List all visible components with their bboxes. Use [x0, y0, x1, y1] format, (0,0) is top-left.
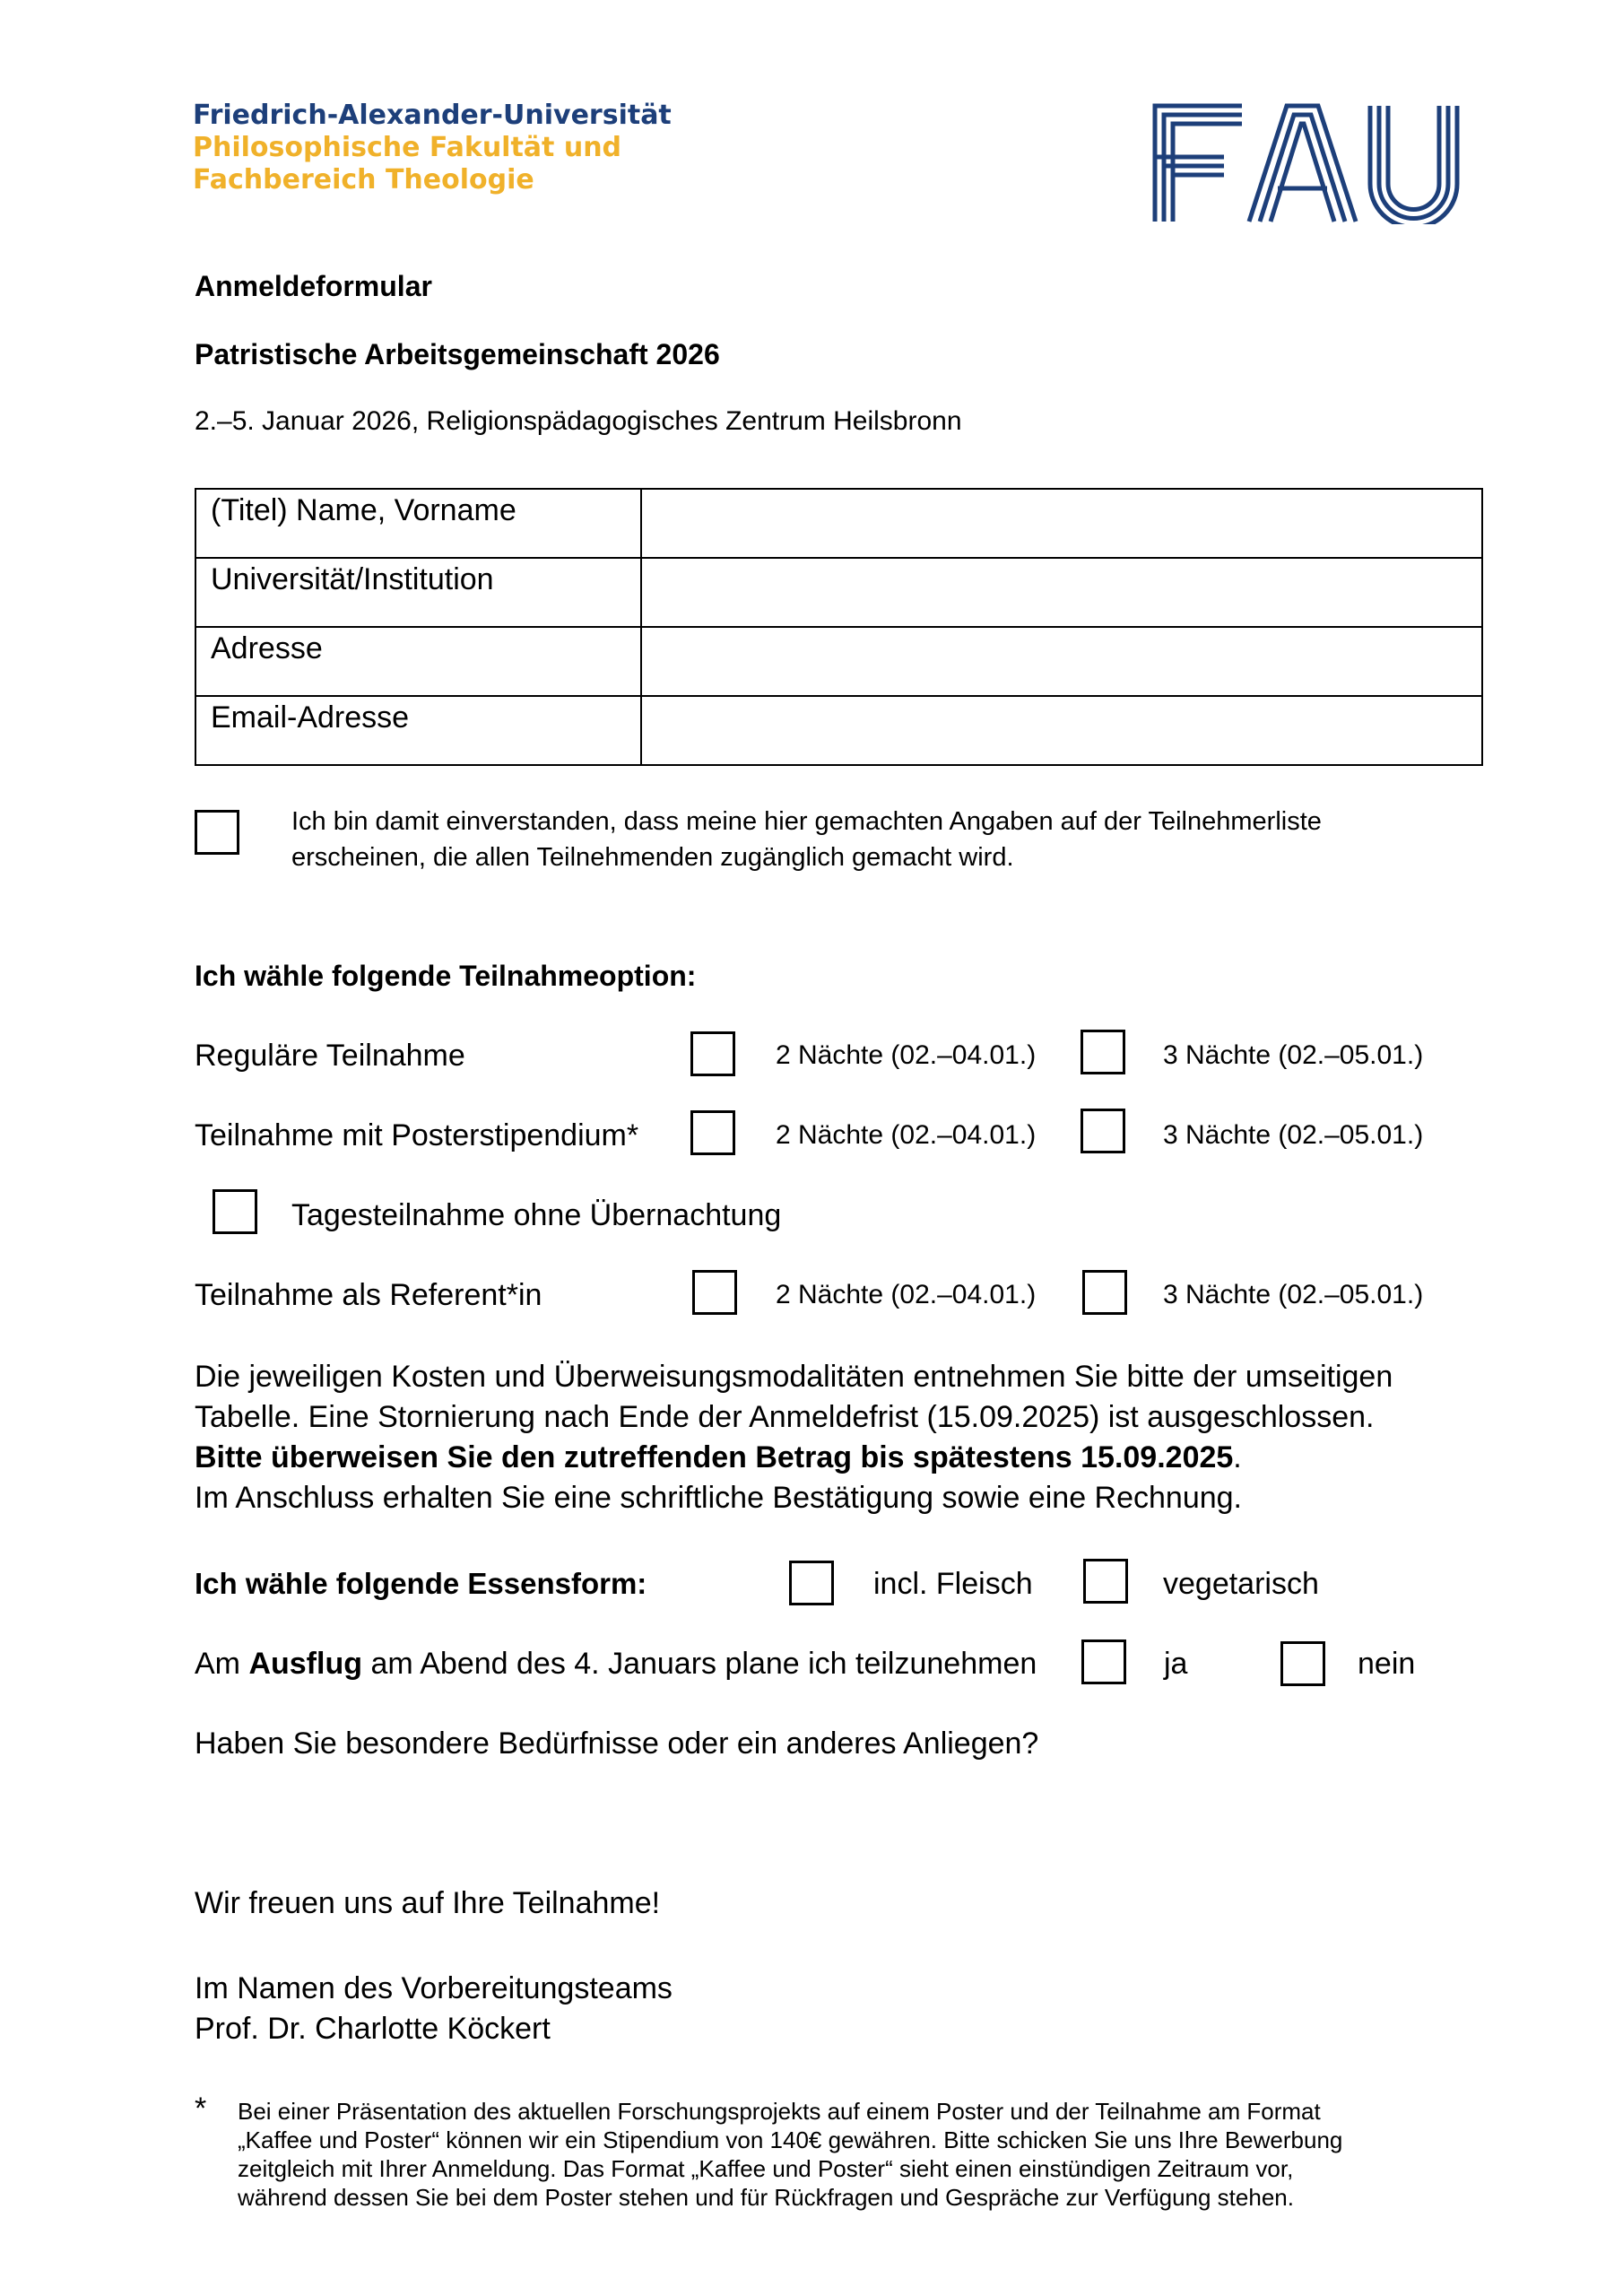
excursion-yes-label: ja [1164, 1647, 1188, 1681]
meal-heading: Ich wähle folgende Essensform: [195, 1567, 647, 1600]
fau-logo [1152, 103, 1462, 224]
excursion-bold: Ausflug [248, 1647, 362, 1681]
speaker-2-nights-checkbox[interactable] [692, 1270, 737, 1315]
poster-3-nights-label: 3 Nächte (02.–05.01.) [1163, 1120, 1424, 1150]
excursion-question [195, 1647, 1037, 1682]
field-input-email[interactable] [641, 696, 1482, 765]
speaker-2-nights-label: 2 Nächte (02.–04.01.) [776, 1280, 1037, 1309]
meal-meat-label: incl. Fleisch [873, 1567, 1033, 1601]
meal-vegetarian-checkbox[interactable] [1083, 1559, 1128, 1604]
meal-meat-checkbox[interactable] [789, 1561, 834, 1605]
faculty-line-2: Fachbereich Theologie [193, 164, 534, 196]
excursion-prefix: Am [195, 1647, 249, 1681]
form-heading: Anmeldeformular [195, 270, 432, 302]
faculty-line-1: Philosophische Fakultät und [193, 132, 622, 163]
regular-participation-label: Reguläre Teilnahme [195, 1039, 465, 1073]
regular-2-nights-label: 2 Nächte (02.–04.01.) [776, 1040, 1037, 1070]
consent-text-line-2: erscheinen, die allen Teilnehmenden zugänglich gemacht wird. [291, 843, 1014, 872]
poster-3-nights-checkbox[interactable] [1081, 1109, 1125, 1153]
excursion-no-checkbox[interactable] [1280, 1641, 1325, 1686]
field-label-institution: Universität/Institution [195, 558, 641, 627]
regular-2-nights-checkbox[interactable] [690, 1031, 735, 1076]
regular-3-nights-label: 3 Nächte (02.–05.01.) [1163, 1040, 1424, 1070]
poster-2-nights-label: 2 Nächte (02.–04.01.) [776, 1120, 1037, 1150]
personal-data-table [195, 488, 1483, 766]
costs-line-1: Die jeweiligen Kosten und Überweisungsmodalitäten entnehmen Sie bitte der umseitigen [195, 1360, 1393, 1394]
event-details: 2.–5. Januar 2026, Religionspädagogisches Zentrum Heilsbronn [195, 406, 962, 436]
field-label-email: Email-Adresse [195, 696, 641, 765]
table-row [195, 489, 1482, 558]
footnote-line-3: zeitgleich mit Ihrer Anmeldung. Das Format „Kaffee und Poster“ sieht einen einstündigen Zeitraum vor, [238, 2155, 1294, 2182]
field-label-address: Adresse [195, 627, 641, 696]
costs-line-4: Im Anschluss erhalten Sie eine schriftliche Bestätigung sowie eine Rechnung. [195, 1481, 1243, 1515]
excursion-yes-checkbox[interactable] [1081, 1639, 1126, 1684]
footnote-line-2: „Kaffee und Poster“ können wir ein Stipendium von 140€ gewähren. Bitte schicken Sie uns Ihre Bewerbung [238, 2126, 1343, 2153]
costs-line-3 [195, 1438, 1393, 1478]
speaker-participation-label: Teilnahme als Referent*in [195, 1278, 542, 1312]
footnote-text [238, 2097, 1342, 2212]
costs-line-3-end: . [1233, 1440, 1242, 1474]
costs-paragraph [195, 1357, 1393, 1518]
poster-2-nights-checkbox[interactable] [690, 1110, 735, 1155]
event-title: Patristische Arbeitsgemeinschaft 2026 [195, 338, 720, 370]
excursion-suffix: am Abend des 4. Januars plane ich teilzunehmen [362, 1647, 1037, 1681]
speaker-3-nights-label: 3 Nächte (02.–05.01.) [1163, 1280, 1424, 1309]
needs-question: Haben Sie besondere Bedürfnisse oder ein anderes Anliegen? [195, 1726, 1039, 1761]
costs-deadline-bold: Bitte überweisen Sie den zutreffenden Betrag bis spätestens 15.09.2025 [195, 1440, 1234, 1474]
excursion-no-label: nein [1358, 1647, 1416, 1681]
costs-line-2: Tabelle. Eine Stornierung nach Ende der Anmeldefrist (15.09.2025) ist ausgeschlossen. [195, 1400, 1375, 1434]
closing-signatory: Prof. Dr. Charlotte Köckert [195, 2012, 551, 2046]
meal-vegetarian-label: vegetarisch [1163, 1567, 1319, 1601]
field-input-institution[interactable] [641, 558, 1482, 627]
day-participation-label: Tagesteilnahme ohne Übernachtung [291, 1198, 782, 1232]
participation-heading: Ich wähle folgende Teilnahmeoption: [195, 960, 697, 992]
poster-participation-label: Teilnahme mit Posterstipendium* [195, 1118, 639, 1152]
regular-3-nights-checkbox[interactable] [1081, 1030, 1125, 1074]
day-participation-checkbox[interactable] [213, 1189, 257, 1234]
consent-text-line-1: Ich bin damit einverstanden, dass meine hier gemachten Angaben auf der Teilnehmerliste [291, 807, 1322, 836]
footnote-marker: * [195, 2092, 207, 2126]
consent-checkbox[interactable] [195, 810, 239, 855]
closing-thanks: Wir freuen uns auf Ihre Teilnahme! [195, 1886, 661, 1920]
speaker-3-nights-checkbox[interactable] [1082, 1270, 1127, 1315]
field-input-address[interactable] [641, 627, 1482, 696]
university-name: Friedrich-Alexander-Universität [193, 100, 672, 131]
footnote-line-1: Bei einer Präsentation des aktuellen Forschungsprojekts auf einem Poster und der Teilnahme am Format [238, 2098, 1321, 2125]
table-row [195, 627, 1482, 696]
field-label-name: (Titel) Name, Vorname [195, 489, 641, 558]
closing-on-behalf: Im Namen des Vorbereitungsteams [195, 1971, 673, 2005]
table-row [195, 558, 1482, 627]
field-input-name[interactable] [641, 489, 1482, 558]
table-row [195, 696, 1482, 765]
footnote-line-4: während dessen Sie bei dem Poster stehen und für Rückfragen und Gespräche zur Verfügung stehen. [238, 2184, 1294, 2211]
